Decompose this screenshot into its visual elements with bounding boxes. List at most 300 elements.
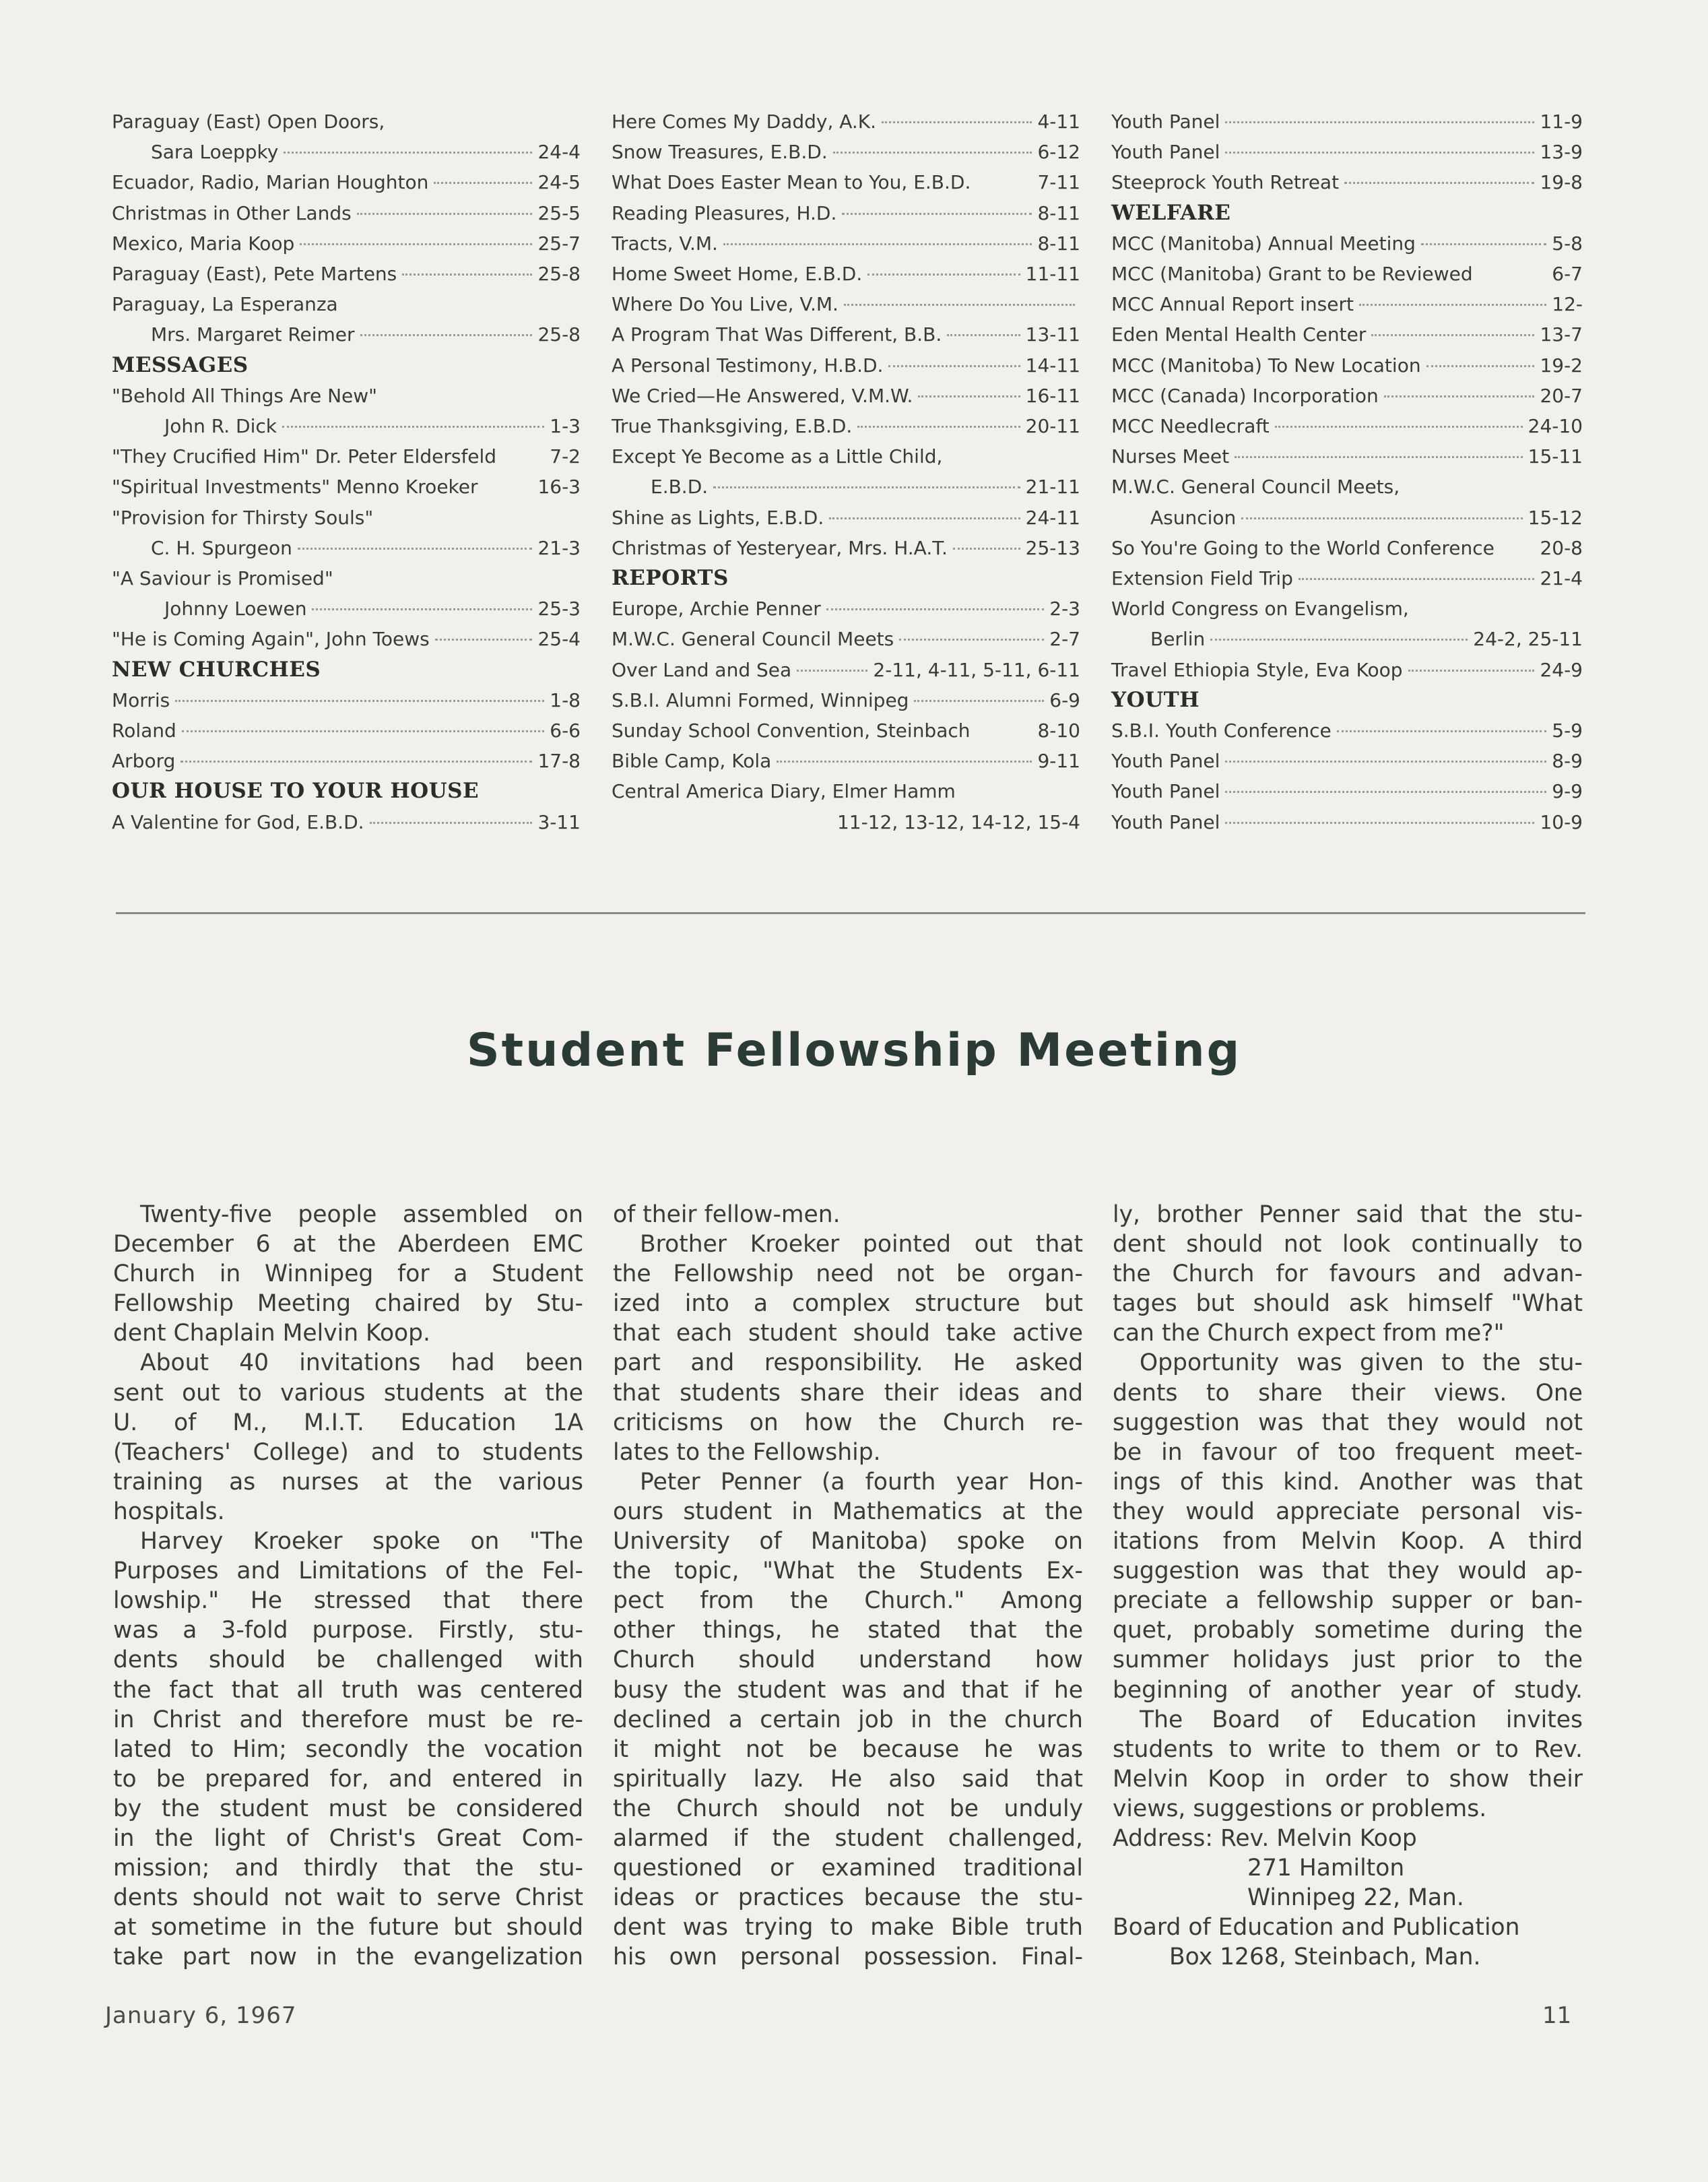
index-entry: [612, 411, 1080, 441]
article-line: views, suggestions or problems.: [1113, 1795, 1487, 1822]
index-entry-title: Where Do You Live, V.M.: [612, 293, 839, 316]
index-entry-pages: 8-9: [1552, 750, 1583, 773]
dot-leader: [842, 213, 1032, 215]
index-section-heading: REPORTS: [612, 566, 729, 591]
article-line: the fact that all truth was centered: [113, 1676, 583, 1704]
index-entry-title: A Valentine for God, E.B.D.: [112, 810, 364, 833]
dot-leader: [844, 304, 1075, 306]
index-entry-pages: 12-: [1552, 293, 1583, 316]
index-entry: [112, 106, 581, 137]
article-line: dents should not wait to serve Christ: [113, 1884, 583, 1912]
article-line: of their fellow-men.: [613, 1201, 841, 1228]
article-line: his own personal possession. Final-: [613, 1944, 1083, 1971]
index-entry: [612, 259, 1080, 289]
index-entry-title: Mexico, Maria Koop: [112, 232, 295, 255]
index-entry-title: Roland: [112, 719, 176, 742]
article-line: quet, probably sometime during the: [1113, 1617, 1583, 1644]
index-entry-title: A Program That Was Different, B.B.: [612, 323, 942, 346]
dot-leader: [1384, 395, 1535, 397]
index-entry-title: Paraguay, La Esperanza: [112, 293, 338, 316]
index-entry-pages: 10-9: [1540, 810, 1583, 833]
index-entry-pages: 7-11: [1037, 171, 1080, 194]
article-line: ings of this kind. Another was that: [1113, 1468, 1583, 1496]
index-entry-title: Shine as Lights, E.B.D.: [612, 506, 824, 529]
index-entry-title: What Does Easter Mean to You, E.B.D.: [612, 171, 971, 194]
index-entry: [1111, 807, 1583, 837]
index-entry-pages: 6-9: [1049, 688, 1080, 711]
dot-leader: [175, 700, 544, 702]
index-entry-pages: 6-7: [1552, 263, 1583, 286]
index-entry: [112, 624, 581, 654]
dot-leader: [402, 274, 532, 276]
index-entry: [1111, 411, 1583, 441]
index-entry-title: Morris: [112, 688, 170, 711]
dot-leader: [1275, 426, 1523, 428]
index-entry-pages: 13-9: [1540, 141, 1583, 164]
index-entry-title: Central America Diary, Elmer Hamm: [612, 780, 956, 803]
article-line: lated to Him; secondly the vocation: [113, 1735, 583, 1763]
index-entry-title: Here Comes My Daddy, A.K.: [612, 110, 877, 133]
index-entry: [1111, 289, 1583, 319]
dot-leader: [298, 548, 533, 550]
dot-leader: [797, 670, 867, 672]
index-entry-title: Travel Ethiopia Style, Eva Koop: [1111, 658, 1403, 681]
dot-leader: [829, 517, 1020, 519]
index-entry-title: M.W.C. General Council Meets: [612, 628, 894, 651]
index-entry-title: Ecuador, Radio, Marian Houghton: [112, 171, 429, 194]
index-entry: [1111, 259, 1583, 289]
index-section-heading: YOUTH: [1111, 687, 1200, 712]
index-entry: [1111, 228, 1583, 259]
issue-date: January 6, 1967: [105, 2002, 297, 2029]
index-entry-title: Berlin: [1150, 628, 1206, 651]
index-entry-pages: 25-13: [1025, 536, 1080, 559]
index-entry-title: MCC (Canada) Incorporation: [1111, 384, 1379, 407]
dot-leader: [713, 486, 1020, 488]
index-entry: [112, 411, 581, 441]
index-entry-title: A Personal Testimony, H.B.D.: [612, 354, 884, 377]
index-entry-title: Bible Camp, Kola: [612, 750, 772, 773]
index-entry: [1111, 137, 1583, 167]
index-entry-pages: 14-11: [1025, 354, 1080, 377]
index-entry-pages: 13-11: [1025, 323, 1080, 346]
index-entry-pages: 6-6: [550, 719, 581, 742]
article-line: training as nurses at the various: [113, 1468, 583, 1496]
index-entry: [112, 289, 581, 319]
index-entry: [112, 503, 581, 533]
index-entry: [112, 472, 581, 502]
index-entry-pages: 25-3: [537, 598, 581, 620]
dot-leader: [777, 761, 1032, 763]
article-line: ly, brother Penner said that the stu-: [1113, 1201, 1583, 1228]
article-line: students to write to them or to Rev.: [1113, 1735, 1583, 1763]
index-entry-pages: 20-7: [1540, 384, 1583, 407]
index-entry-title: Tracts, V.M.: [612, 232, 718, 255]
index-entry-pages: 24-2, 25-11: [1473, 628, 1583, 651]
index-entry-title: Sara Loeppky: [151, 141, 279, 164]
index-entry-pages: 25-5: [537, 201, 581, 224]
dot-leader: [300, 243, 532, 245]
article-line: The Board of Education invites: [1140, 1706, 1583, 1733]
index-entry-pages: 25-8: [537, 263, 581, 286]
index-entry-pages: 11-12, 13-12, 14-12, 15-4: [836, 810, 1080, 833]
index-entry: [1111, 106, 1583, 137]
index-entry: [1111, 167, 1583, 197]
index-entry: [112, 563, 581, 593]
article-line: Opportunity was given to the stu-: [1140, 1349, 1583, 1377]
dot-leader: [1225, 822, 1534, 824]
index-section-heading: NEW CHURCHES: [112, 657, 321, 682]
article-line: Melvin Koop in order to show their: [1113, 1765, 1583, 1793]
index-entry: [612, 776, 1080, 806]
dot-leader: [357, 213, 533, 215]
index-entry: [612, 685, 1080, 715]
article-line: questioned or examined traditional: [613, 1855, 1083, 1882]
index-entry: [612, 655, 1080, 685]
index-entry: [612, 472, 1080, 502]
index-entry: [1111, 381, 1583, 411]
index-entry-pages: 6-12: [1037, 141, 1080, 164]
article-line: Twenty-five people assembled on: [140, 1201, 583, 1228]
index-entry: [112, 807, 581, 837]
index-section-heading: MESSAGES: [112, 352, 249, 377]
index-entry-title: E.B.D.: [651, 476, 709, 499]
index-entry: [1111, 533, 1583, 563]
index-entry: [612, 198, 1080, 228]
index-entry: [1111, 503, 1583, 533]
index-entry-pages: 9-11: [1037, 750, 1080, 773]
index-entry-title: Arborg: [112, 750, 176, 773]
index-entry-pages: 2-11, 4-11, 5-11, 6-11: [873, 658, 1080, 681]
article-line: dent was trying to make Bible truth: [613, 1914, 1083, 1942]
index-entry-pages: 2-7: [1049, 628, 1080, 651]
index-entry: [612, 593, 1080, 624]
index-entry: [612, 381, 1080, 411]
article-line: ours student in Mathematics at the: [613, 1498, 1083, 1525]
index-entry-title: Youth Panel: [1111, 780, 1220, 803]
index-entry: [612, 624, 1080, 654]
index-entry-pages: 24-4: [537, 141, 581, 164]
dot-leader: [1344, 182, 1534, 184]
article-line: suggestion was that they would ap-: [1113, 1558, 1583, 1585]
index-entry: [1111, 776, 1583, 806]
index-entry: [612, 350, 1080, 381]
dot-leader: [1408, 670, 1535, 672]
article-line: Winnipeg 22, Man.: [1247, 1884, 1464, 1912]
article-line: Peter Penner (a fourth year Hon-: [640, 1468, 1083, 1496]
article-column-3: [1113, 1200, 1583, 1972]
page-number: 11: [1542, 2002, 1572, 2029]
index-entry: [612, 441, 1080, 472]
index-entry: [1111, 624, 1583, 654]
article-line: beginning of another year of study.: [1113, 1676, 1583, 1704]
dot-leader: [723, 243, 1032, 245]
article-line: other things, he stated that the: [613, 1617, 1083, 1644]
index-entry-pages: 1-8: [550, 688, 581, 711]
index-entry-title: Christmas in Other Lands: [112, 201, 352, 224]
index-entry-title: Eden Mental Health Center: [1111, 323, 1367, 346]
index-entry-pages: 7-2: [550, 445, 581, 468]
index-entry: [612, 319, 1080, 350]
index-entry: [612, 503, 1080, 533]
index-entry-pages: 13-7: [1540, 323, 1583, 346]
index-entry: [1111, 746, 1583, 776]
index-entry-title: Nurses Meet: [1111, 445, 1230, 468]
index-entry-title: Asuncion: [1150, 506, 1237, 529]
index-entry: [612, 289, 1080, 319]
dot-leader: [182, 730, 544, 732]
index-entry: [112, 593, 581, 624]
article-line: pect from the Church." Among: [613, 1587, 1083, 1615]
index-entry-title: Paraguay (East), Pete Martens: [112, 263, 397, 286]
article-line: the Fellowship need not be organ-: [613, 1260, 1083, 1288]
index-entry: [1111, 472, 1583, 502]
dot-leader: [1210, 639, 1468, 641]
index-entry-pages: 19-2: [1540, 354, 1583, 377]
index-entry-title: Except Ye Become as a Little Child,: [612, 445, 943, 468]
dot-leader: [857, 426, 1020, 428]
index-entry: [612, 533, 1080, 563]
dot-leader: [826, 608, 1045, 610]
article-line: Box 1268, Steinbach, Man.: [1169, 1944, 1481, 1971]
index-entry-title: M.W.C. General Council Meets,: [1111, 476, 1400, 499]
index-entry-pages: 11-11: [1025, 263, 1080, 286]
index-entry: [1111, 655, 1583, 685]
index-column-1: [112, 106, 581, 837]
article-line: dent Chaplain Melvin Koop.: [113, 1320, 431, 1347]
index-entry: [112, 198, 581, 228]
article-line: it might not be because he was: [613, 1735, 1083, 1763]
article-line: About 40 invitations had been: [140, 1349, 583, 1377]
dot-leader: [867, 274, 1020, 276]
index-entry: [1111, 319, 1583, 350]
article-column-1: [113, 1200, 583, 1972]
article-line: Fellowship Meeting chaired by Stu-: [113, 1290, 583, 1318]
article-line: by the student must be considered: [113, 1795, 583, 1822]
index-entry-title: S.B.I. Alumni Formed, Winnipeg: [612, 688, 909, 711]
article-line: at sometime in the future but should: [113, 1914, 583, 1942]
index-entry: [112, 685, 581, 715]
index-entry: [112, 137, 581, 167]
article-line: December 6 at the Aberdeen EMC: [113, 1231, 583, 1258]
index-entry: [1111, 563, 1583, 593]
index-entry: [612, 746, 1080, 776]
dot-leader: [1225, 121, 1534, 123]
dot-leader: [1359, 304, 1546, 306]
index-entry-title: John R. Dick: [164, 415, 277, 438]
index-section-heading: WELFARE: [1111, 200, 1231, 225]
index-column-2: [612, 106, 1080, 837]
index-entry-title: Youth Panel: [1111, 810, 1220, 833]
index-entry: [112, 167, 581, 197]
index-entry-title: MCC Annual Report insert: [1111, 293, 1354, 316]
article-line: part and responsibility. He asked: [613, 1349, 1083, 1377]
index-entry: [112, 533, 581, 563]
index-entry: [612, 807, 1080, 837]
article-line: criticisms on how the Church re-: [613, 1409, 1083, 1436]
article-line: suggestion was that they would not: [1113, 1409, 1583, 1436]
article-line: Address: Rev. Melvin Koop: [1113, 1824, 1417, 1852]
dot-leader: [1225, 152, 1534, 154]
article-line: can the Church expect from me?": [1113, 1320, 1505, 1347]
article-line: dents should be challenged with: [113, 1646, 583, 1674]
index-entry-title: So You're Going to the World Conference: [1111, 536, 1494, 559]
index-entry-pages: 1-3: [550, 415, 581, 438]
article-line: be in favour of too frequent meet-: [1113, 1438, 1583, 1466]
index-entry-pages: 11-9: [1540, 110, 1583, 133]
index-entry-pages: 15-11: [1528, 445, 1583, 468]
article-line: was a 3-fold purpose. Firstly, stu-: [113, 1617, 583, 1644]
article-line: spiritually lazy. He also said that: [613, 1765, 1083, 1793]
index-entry-pages: 25-4: [537, 628, 581, 651]
index-entry-pages: 16-3: [537, 476, 581, 499]
article-line: take part now in the evangelization: [113, 1944, 583, 1971]
article-title: Student Fellowship Meeting: [466, 1024, 1242, 1077]
index-entry-pages: 16-11: [1025, 384, 1080, 407]
index-entry-pages: 24-5: [537, 171, 581, 194]
index-entry-pages: 9-9: [1552, 780, 1583, 803]
index-entry: [612, 167, 1080, 197]
article-line: in Christ and therefore must be re-: [113, 1706, 583, 1733]
article-line: dent should not look continually to: [1113, 1231, 1583, 1258]
article-line: sent out to various students at the: [113, 1379, 583, 1407]
dot-leader: [1426, 365, 1535, 367]
index-entry-pages: 25-8: [537, 323, 581, 346]
dot-leader: [435, 639, 533, 641]
index-entry-title: True Thanksgiving, E.B.D.: [612, 415, 853, 438]
index-entry-title: "A Saviour is Promised": [112, 567, 333, 590]
index-entry-pages: 2-3: [1049, 598, 1080, 620]
index-entry-pages: 17-8: [537, 750, 581, 773]
index-entry-pages: 21-11: [1025, 476, 1080, 499]
dot-leader: [370, 822, 533, 824]
index-entry-title: Youth Panel: [1111, 750, 1220, 773]
dot-leader: [360, 334, 533, 336]
index-entry-pages: 4-11: [1037, 110, 1080, 133]
index-entry: [112, 746, 581, 776]
index-entry: [1111, 593, 1583, 624]
article-line: that students share their ideas and: [613, 1379, 1083, 1407]
index-entry-title: We Cried—He Answered, V.M.W.: [612, 384, 913, 407]
dot-leader: [1241, 517, 1522, 519]
dot-leader: [918, 395, 1020, 397]
index-entry-title: "Spiritual Investments" Menno Kroeker: [112, 476, 478, 499]
article-line: lates to the Fellowship.: [613, 1438, 881, 1466]
article-line: preciate a fellowship supper or ban-: [1113, 1587, 1583, 1615]
dot-leader: [888, 365, 1020, 367]
article-line: Brother Kroeker pointed out that: [640, 1231, 1083, 1258]
index-entry-title: Sunday School Convention, Steinbach: [612, 719, 971, 742]
article-line: ideas or practices because the stu-: [613, 1884, 1083, 1912]
article-line: U. of M., M.I.T. Education 1A: [113, 1409, 583, 1436]
section-divider: [116, 912, 1585, 914]
index-entry: [1111, 350, 1583, 381]
index-section-heading: OUR HOUSE TO YOUR HOUSE: [112, 779, 480, 804]
index-entry-title: "Provision for Thirsty Souls": [112, 506, 374, 529]
article-line: (Teachers' College) and to students: [113, 1438, 583, 1466]
index-entry-title: Reading Pleasures, H.D.: [612, 201, 837, 224]
article-line: the Church should not be unduly: [613, 1795, 1083, 1822]
article-line: Church should understand how: [613, 1646, 1083, 1674]
index-entry-title: Youth Panel: [1111, 141, 1220, 164]
article-line: busy the student was and that if he: [613, 1676, 1083, 1704]
article-line: to be prepared for, and entered in: [113, 1765, 583, 1793]
index-entry-pages: 15-12: [1528, 506, 1583, 529]
index-entry-pages: 24-11: [1025, 506, 1080, 529]
index-entry-title: Home Sweet Home, E.B.D.: [612, 263, 863, 286]
index-entry-title: Christmas of Yesteryear, Mrs. H.A.T.: [612, 536, 948, 559]
article-line: they would appreciate personal vis-: [1113, 1498, 1583, 1525]
index-entry: [1111, 441, 1583, 472]
article-line: itations from Melvin Koop. A third: [1113, 1528, 1583, 1555]
article-line: Harvey Kroeker spoke on "The: [140, 1528, 583, 1555]
dot-leader: [1225, 791, 1546, 793]
index-entry-pages: 21-3: [537, 536, 581, 559]
article-line: in the light of Christ's Great Com-: [113, 1824, 583, 1852]
index-entry-title: MCC Needlecraft: [1111, 415, 1270, 438]
index-entry-pages: 8-10: [1037, 719, 1080, 742]
index-entry: [112, 441, 581, 472]
dot-leader: [284, 152, 532, 154]
article-line: lowship." He stressed that there: [113, 1587, 583, 1615]
index-entry-title: Extension Field Trip: [1111, 567, 1293, 590]
article-line: hospitals.: [113, 1498, 225, 1525]
article-line: the Church for favours and advan-: [1113, 1260, 1583, 1288]
index-entry: [112, 381, 581, 411]
index-entry-title: Europe, Archie Penner: [612, 598, 821, 620]
index-entry-title: MCC (Manitoba) Grant to be Reviewed: [1111, 263, 1473, 286]
index-entry-pages: 3-11: [537, 810, 581, 833]
index-entry-title: MCC (Manitoba) To New Location: [1111, 354, 1421, 377]
index-entry-title: MCC (Manitoba) Annual Meeting: [1111, 232, 1416, 255]
dot-leader: [833, 152, 1032, 154]
index-entry-title: C. H. Spurgeon: [151, 536, 292, 559]
dot-leader: [947, 334, 1020, 336]
article-column-2: [613, 1200, 1083, 1972]
article-line: the topic, "What the Students Ex-: [613, 1558, 1083, 1585]
index-entry: [112, 715, 581, 746]
index-entry-title: World Congress on Evangelism,: [1111, 598, 1409, 620]
index-entry-title: "They Crucified Him" Dr. Peter Eldersfeld: [112, 445, 497, 468]
dot-leader: [282, 426, 544, 428]
article-line: tages but should ask himself "What: [1113, 1290, 1583, 1318]
index-entry: [112, 228, 581, 259]
dot-leader: [180, 761, 532, 763]
index-entry-title: Paraguay (East) Open Doors,: [112, 110, 385, 133]
article-line: dents to share their views. One: [1113, 1379, 1583, 1407]
dot-leader: [1421, 243, 1546, 245]
article-line: mission; and thirdly that the stu-: [113, 1855, 583, 1882]
index-entry-pages: 20-8: [1540, 536, 1583, 559]
dot-leader: [1225, 761, 1546, 763]
index-column-3: [1111, 106, 1583, 837]
article-line: Church in Winnipeg for a Student: [113, 1260, 583, 1288]
article-line: 271 Hamilton: [1247, 1855, 1405, 1882]
index-entry: [1111, 715, 1583, 746]
dot-leader: [1235, 456, 1523, 458]
index-entry-pages: 19-8: [1540, 171, 1583, 194]
index-entry-pages: 8-11: [1037, 232, 1080, 255]
index-entry-pages: 5-8: [1552, 232, 1583, 255]
dot-leader: [312, 608, 532, 610]
dot-leader: [1337, 730, 1547, 732]
index-entry-pages: 8-11: [1037, 201, 1080, 224]
index-entry: [612, 715, 1080, 746]
article-line: Board of Education and Publication: [1113, 1914, 1520, 1942]
dot-leader: [882, 121, 1032, 123]
article-line: Purposes and Limitations of the Fel-: [113, 1558, 583, 1585]
dot-leader: [434, 182, 532, 184]
